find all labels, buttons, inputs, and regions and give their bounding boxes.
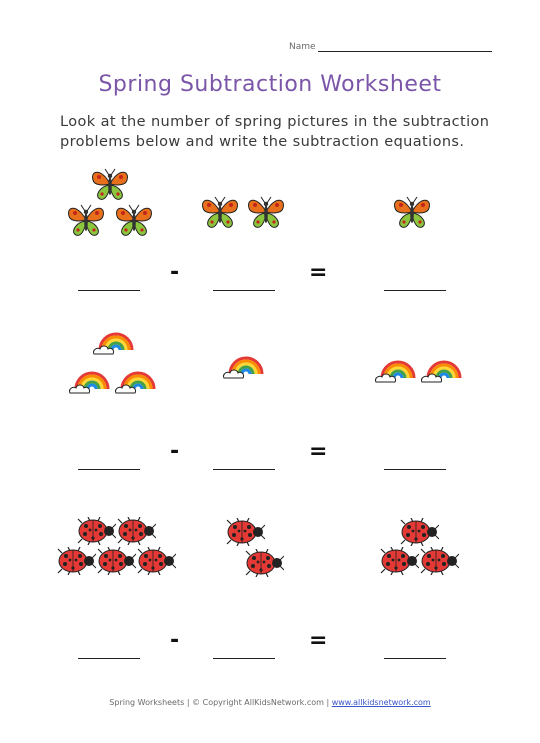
ladybug-icon	[419, 547, 459, 575]
answer-blank-difference[interactable]	[384, 469, 446, 470]
butterfly-icon	[90, 166, 130, 202]
instructions-text: Look at the number of spring pictures in the subtraction problems below and write the subtraction equations.	[60, 114, 490, 150]
answer-blank-subtrahend[interactable]	[213, 469, 275, 470]
rainbow-icon	[222, 350, 264, 380]
answer-blank-minuend[interactable]	[78, 658, 140, 659]
footer-link[interactable]: www.allkidsnetwork.com	[331, 698, 431, 707]
answer-blank-difference[interactable]	[384, 290, 446, 291]
footer-text: Spring Worksheets | © Copyright AllKidsNetwork.com |	[109, 698, 332, 707]
equals-sign: =	[309, 628, 328, 653]
page-title: Spring Subtraction Worksheet	[98, 72, 442, 97]
rainbow-icon	[68, 365, 110, 395]
minus-sign: -	[170, 260, 180, 285]
answer-blank-subtrahend[interactable]	[213, 290, 275, 291]
ladybug-icon	[96, 547, 136, 575]
butterfly-icon	[246, 194, 286, 230]
rainbow-icon	[92, 326, 134, 356]
rainbow-icon	[374, 354, 416, 384]
name-field-line[interactable]	[318, 51, 492, 52]
butterfly-icon	[392, 194, 432, 230]
rainbow-icon	[114, 365, 156, 395]
butterfly-icon	[200, 194, 240, 230]
ladybug-icon	[244, 549, 284, 577]
answer-blank-difference[interactable]	[384, 658, 446, 659]
ladybug-icon	[136, 547, 176, 575]
ladybug-icon	[56, 547, 96, 575]
butterfly-icon	[66, 202, 106, 238]
ladybug-icon	[76, 517, 116, 545]
rainbow-icon	[420, 354, 462, 384]
ladybug-icon	[225, 518, 265, 546]
ladybug-icon	[116, 517, 156, 545]
answer-blank-minuend[interactable]	[78, 290, 140, 291]
minus-sign: -	[170, 628, 180, 653]
name-label: Name	[289, 42, 316, 52]
minus-sign: -	[170, 439, 180, 464]
ladybug-icon	[399, 518, 439, 546]
ladybug-icon	[379, 547, 419, 575]
footer	[0, 698, 540, 707]
answer-blank-minuend[interactable]	[78, 469, 140, 470]
equals-sign: =	[309, 260, 328, 285]
equals-sign: =	[309, 439, 328, 464]
answer-blank-subtrahend[interactable]	[213, 658, 275, 659]
butterfly-icon	[114, 202, 154, 238]
